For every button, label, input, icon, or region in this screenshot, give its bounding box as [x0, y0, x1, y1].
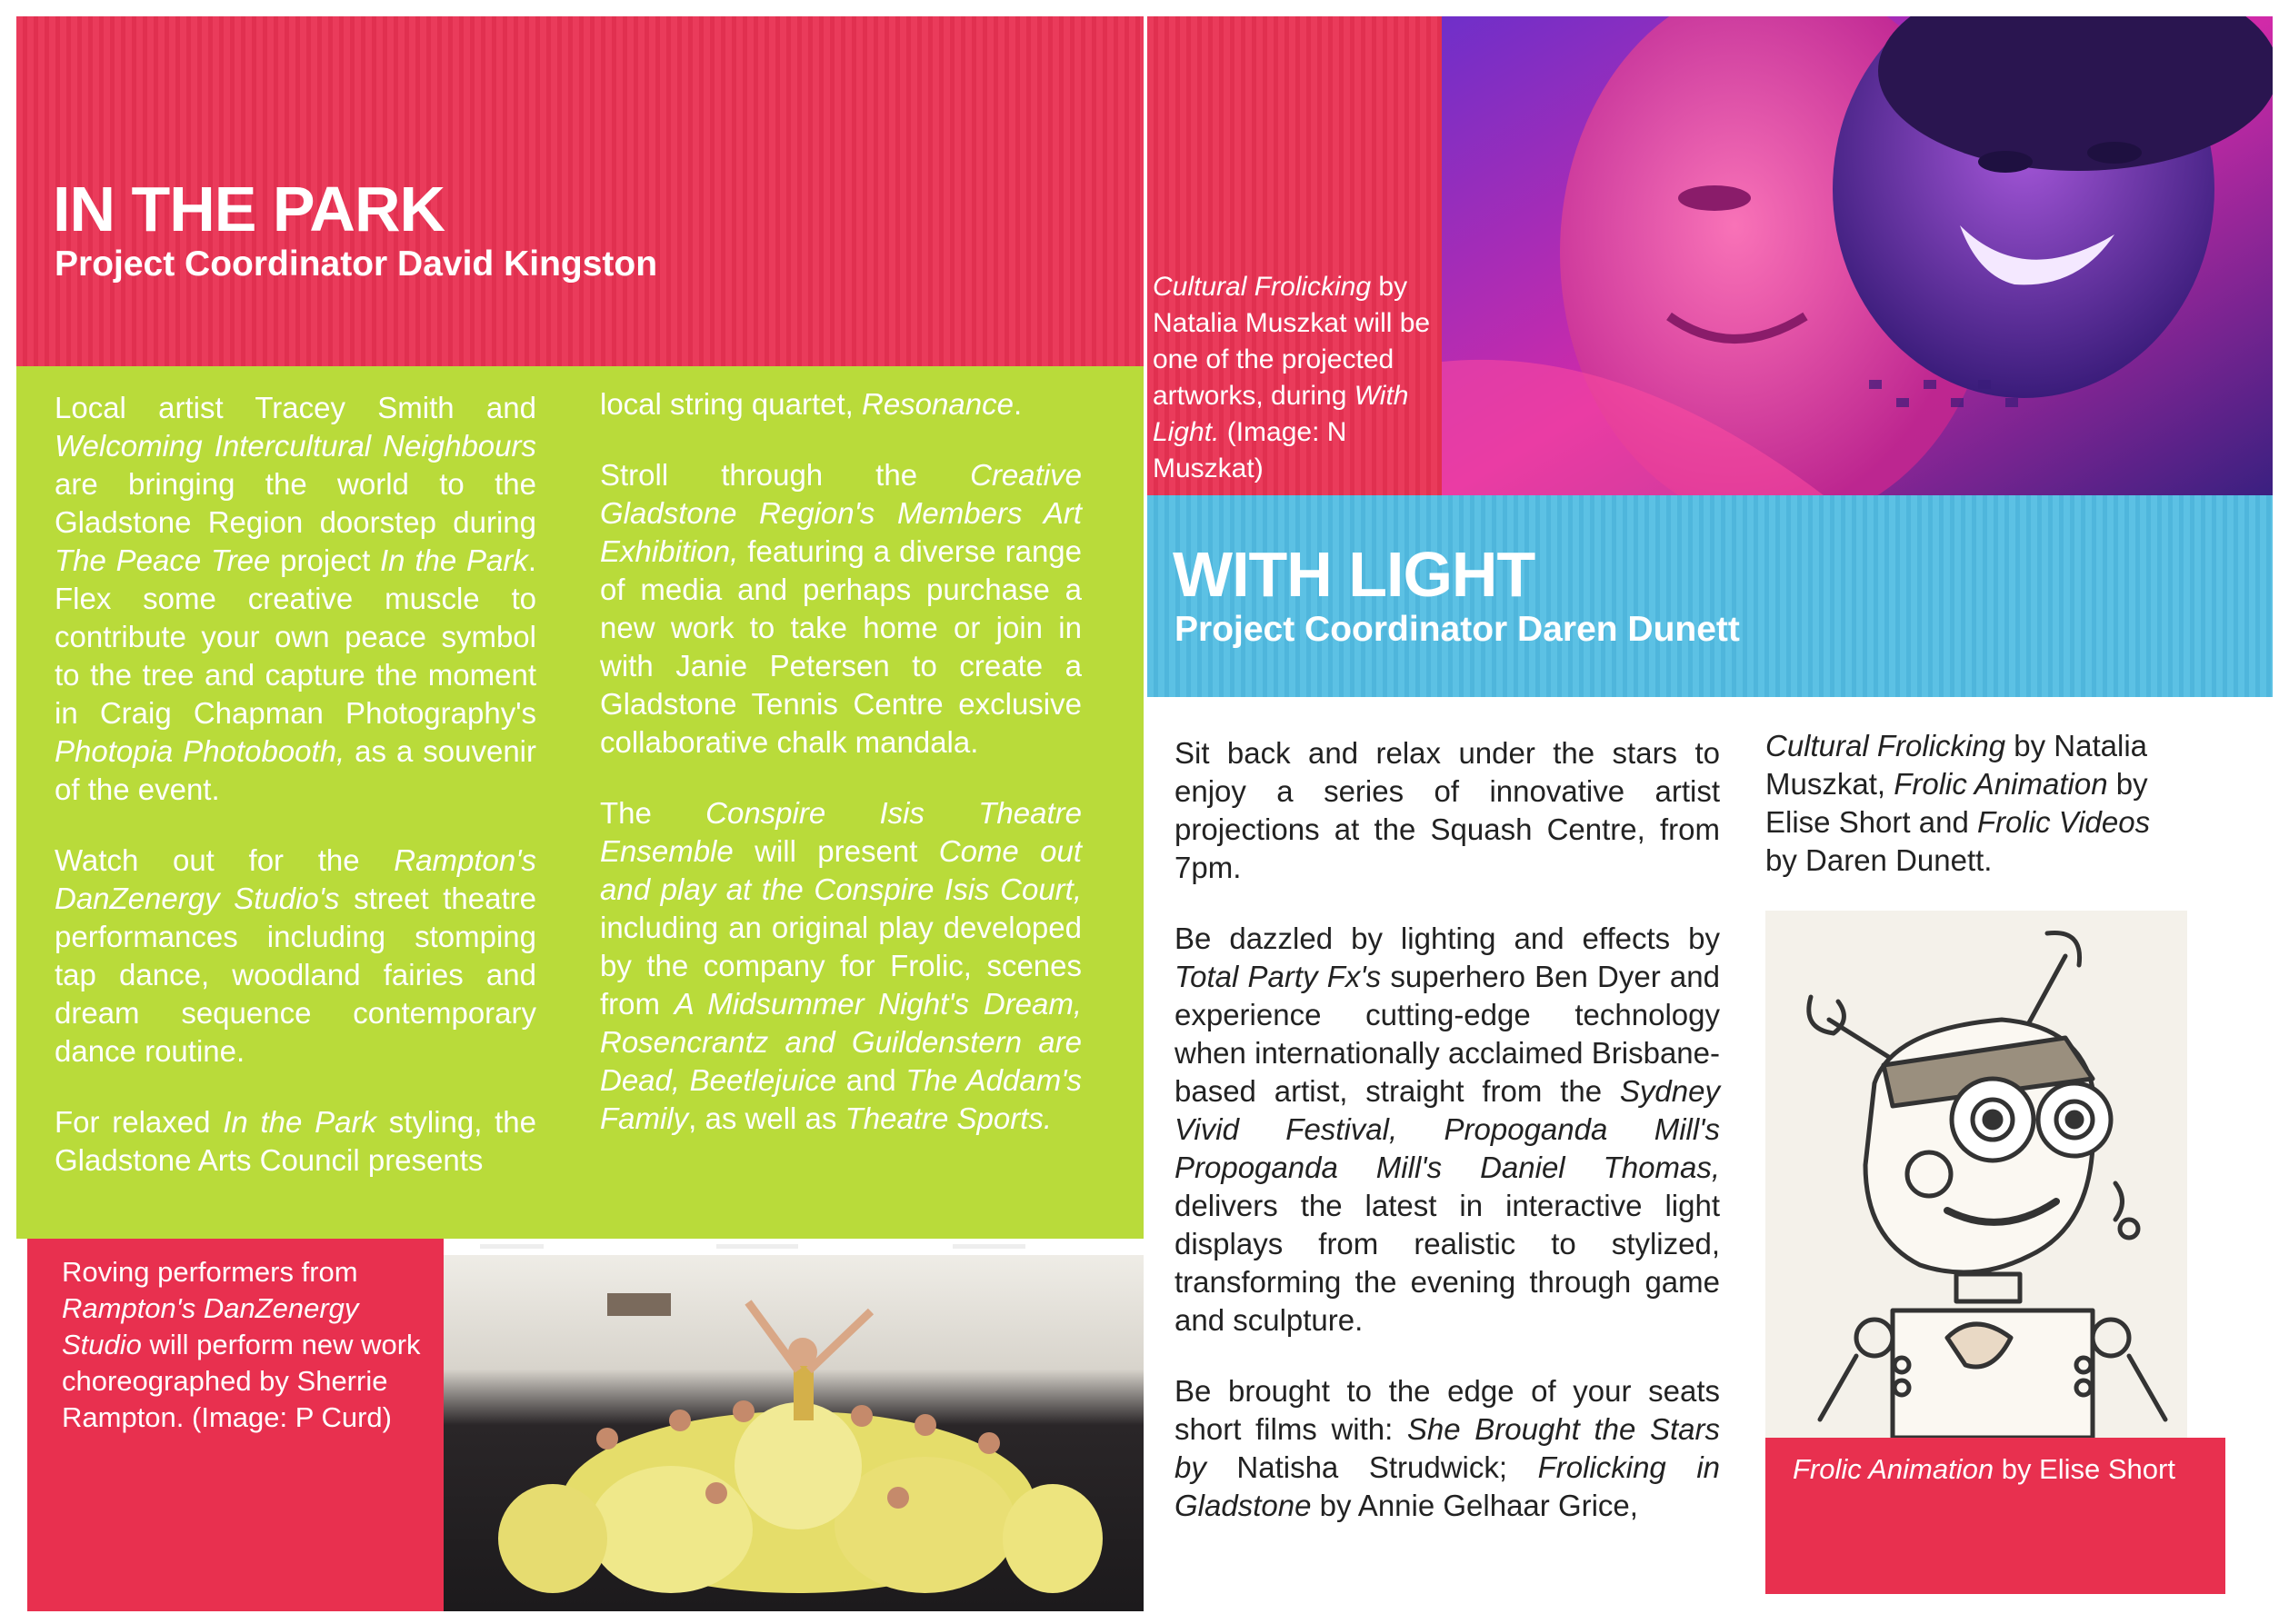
left-col2-paragraph-1: local string quartet, Resonance. [600, 387, 1023, 421]
right-col1-paragraph-3: Be brought to the edge of your seats short films with: She Brought the Stars by Natisha Strudwick; Frolicking in Gladstone by Annie Gelhaar Grice, [1174, 1374, 1720, 1522]
robot-drawing [1765, 911, 2187, 1438]
dancers-photo [444, 1239, 1144, 1611]
right-col2-paragraph-1: Cultural Frolicking by Natalia Muszkat, Frolic Animation by Elise Short and Frolic Videos by Daren Dunett. [1765, 729, 2151, 877]
right-column-1 [1174, 734, 1720, 1558]
right-col1-paragraph-1: Sit back and relax under the stars to enjoy a series of innovative artist projections at the Squash Centre, from 7pm. [1174, 736, 1720, 884]
cultural-frolicking-caption: Cultural Frolicking by Natalia Muszkat will be one of the projected artworks, during With Light. (Image: N Muszkat) [1153, 272, 1431, 483]
left-col1-paragraph-1: Local artist Tracey Smith and Welcoming Intercultural Neighbours are bringing the world to the Gladstone Region doorstep during The Peace Tree project In the Park. Flex some creative muscle to contribute your own peace symbol to the tree and capture the moment in Craig Chapman Photography's Photopia Photobooth, as a souvenir of the event. [55, 391, 536, 806]
right-col1-paragraph-2: Be dazzled by lighting and effects by Total Party Fx's superhero Ben Dyer and experience cutting-edge technology when internationally acclaimed Brisbane-based artist, straight from the Sydney Vivid Festival, Propoganda Mill's Propoganda Mill's Daniel Thomas, delivers the latest in interactive light displays from realistic to stylized, transforming the evening through game and sculpture. [1174, 922, 1720, 1337]
robot-caption: Frolic Animation by Elise Short [1793, 1453, 2175, 1485]
faces-illustration [1442, 16, 2273, 495]
dancers-illustration [444, 1239, 1144, 1611]
left-subtitle: Project Coordinator David Kingston [55, 244, 658, 284]
right-title: WITH LIGHT [1173, 539, 1535, 610]
left-column-2 [600, 385, 1082, 1171]
left-title: IN THE PARK [53, 174, 445, 244]
robot-illustration [1765, 911, 2187, 1438]
left-col1-paragraph-2: Watch out for the Rampton's DanZenergy Studio's street theatre performances including stomping tap dance, woodland fairies and dream sequence contemporary dance routine. [55, 843, 537, 1068]
right-column-2 [1765, 727, 2184, 912]
left-col1-paragraph-3: For relaxed In the Park styling, the Gladstone Arts Council presents [55, 1105, 537, 1177]
left-col2-paragraph-2: Stroll through the Creative Gladstone Region's Members Art Exhibition, featuring a diverse range of media and perhaps purchase a new work to take home or join in with Janie Petersen to create a Gladstone Tennis Centre exclusive collaborative chalk mandala. [600, 458, 1082, 759]
left-col2-paragraph-3: The Conspire Isis Theatre Ensemble will present Come out and play at the Conspire Isis Court, including an original play developed by the company for Frolic, scenes from A Midsummer Night's Dream, Rosencrantz and Guildenstern are Dead, Beetlejuice and The Addam's Family, as well as Theatre Sports. [600, 796, 1082, 1135]
right-subtitle: Project Coordinator Daren Dunett [1174, 610, 1740, 649]
cultural-frolicking-photo [1442, 16, 2273, 495]
left-column-1 [55, 389, 536, 1212]
dancers-caption: Roving performers from Rampton's DanZenergy Studio will perform new work choreographed by Sherrie Rampton. (Image: P Curd) [62, 1256, 421, 1433]
